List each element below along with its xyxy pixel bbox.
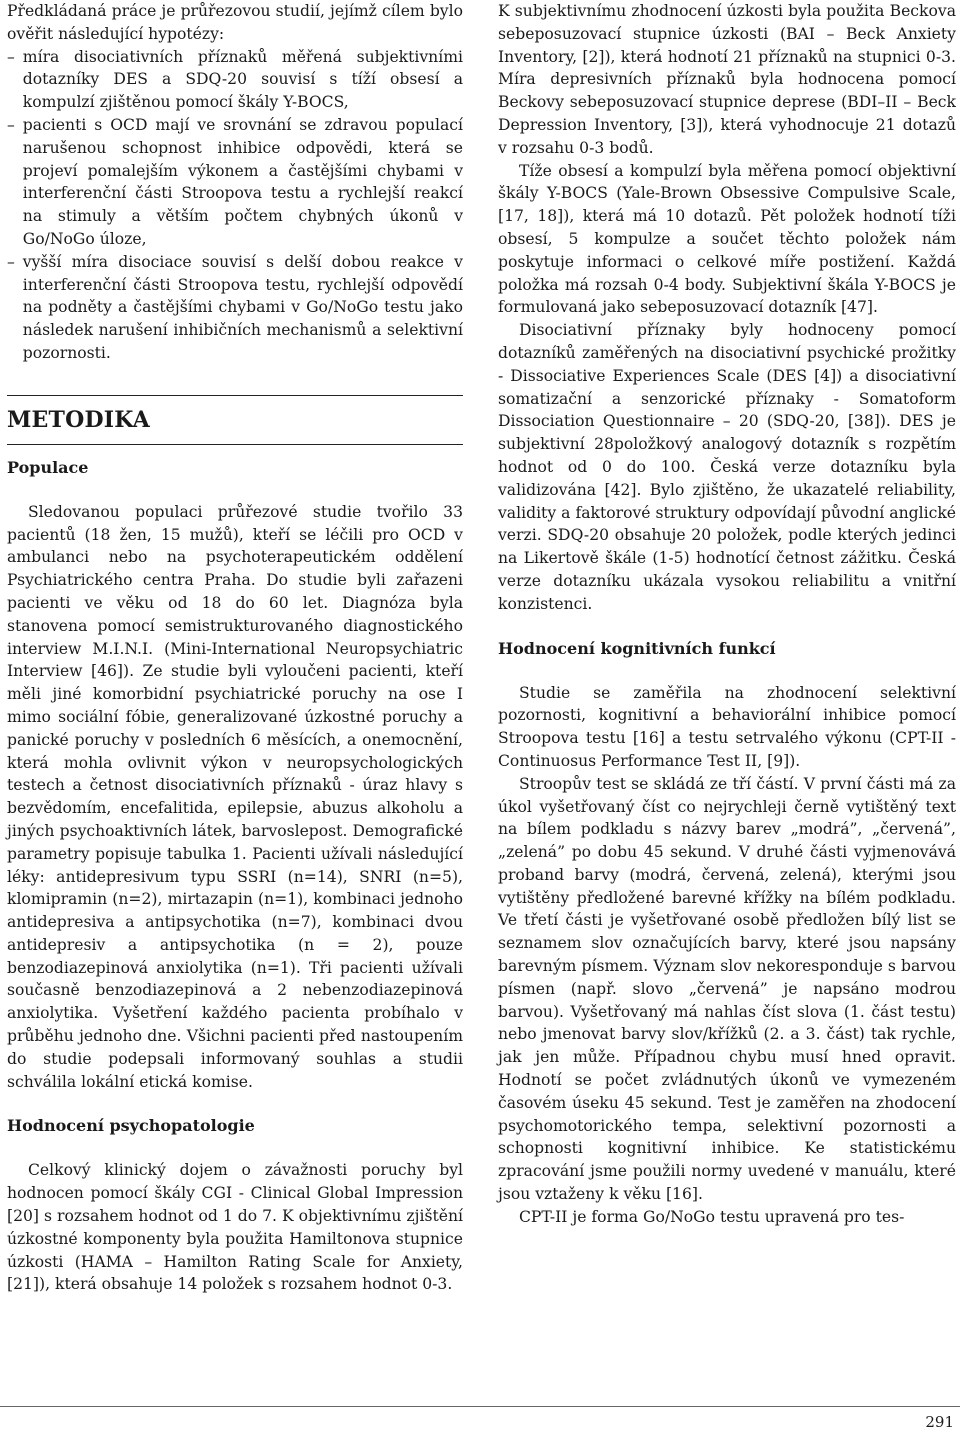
right-column [498, 0, 956, 1229]
intro-paragraph: Předkládaná práce je průřezovou studií, jejímž cílem bylo ověřit následující hypotézy: [7, 2, 463, 43]
cpt-paragraph: CPT-II je forma Go/NoGo testu upravená pro tes- [519, 1207, 905, 1226]
hypothesis-item [7, 114, 463, 251]
populace-paragraph: Sledovanou populaci průřezové studie tvořilo 33 pacientů (18 žen, 15 mužů), kteří se léčili pro OCD v ambulanci nebo na psychoterapeutickém oddělení Psychiatrického centra Praha. Do studie byli zařazeni pacienti ve věku od 18 do 60 let. Diagnóza byla stanovena pomocí semistrukturovaného diagnostického interview M.I.N.I. (Mini-International Neuropsychiatric Interview [46]). Ze studie byli vyloučeni pacienti, kteří měli jiné komorbidní psychiatrické poruchy na ose I mimo sociální fóbie, generalizované úzkostné poruchy a panické poruchy v posledních 6 měsících, a onemocnění, která mohla ovlivnit výkon v neuropsychologických testech a četnost disociativních příznaků - úraz hlavy s bezvědomím, encefalitida, epilepsie, abuzus alkoholu a jiných psychoaktivních látek, barvoslepost. Demografické parametry popisuje tabulka 1. Pacienti užívali následující léky: antidepresivum typu SSRI (n=14), SNRI (n=5), klomipramin (n=2), mirtazapin (n=1), kombinaci jednoho antidepresiva a antipsychotika (n=7), kombinaci dvou antidepresiv a antipsychotika (n = 2), pouze benzodiazepinová anxiolytika (n=1). Tři pacienti užívali současně benzodiazepinová a 2 nebenzodiazepinová anxiolytika. Vyšetření každého pacienta probíhalo v průběhu jednoho dne. Všichni pacienti před nastoupením do studie podepsali informovaný souhlas a studii schválila lokální etická komise. [7, 502, 463, 1091]
page-number: 291 [925, 1413, 954, 1431]
section-title-metodika: METODIKA [7, 406, 150, 433]
hypothesis-text: vyšší míra disociace souvisí s delší dobou reakce v interferenční části Stroopova testu, rychlejší odpovědí na podněty a častějšími chybami v Go/NoGo testu jako následek narušení inhibičních mechanismů a selektivní pozornosti. [22, 252, 463, 362]
hypothesis-text: pacienti s OCD mají ve srovnání se zdravou populací narušenou schopnost inhibice odpovědi, která se projeví pomalejším výkonem a častějšími chybami v interferenční části Stroopova testu a rychlejší reakcí na stimuly a větším počtem chybných úkonů v Go/NoGo úloze, [22, 115, 463, 248]
psychopatologie-paragraph: Celkový klinický dojem o závažnosti poruchy byl hodnocen pomocí škály CGI - Clinical Global Impression [20] s rozsahem hodnot od 1 do 7. K objektivnímu zjištění úzkostné komponenty byla použita Hamiltonova stupnice úzkosti (HAMA – Hamilton Rating Scale for Anxiety, [21]), která obsahuje 14 položek s rozsahem hodnot 0-3. [7, 1161, 463, 1294]
heading-psychopatologie: Hodnocení psychopatologie [7, 1116, 255, 1136]
dash-bullet: – [7, 115, 15, 134]
des-sdq-paragraph: Disociativní příznaky byly hodnoceny pomocí dotazníků zaměřených na disociativní psychické prožitky - Dissociative Experiences Scale (DES [4]) a disociativní somatizační a senzorické příznaky - Somatoform Dissociation Questionnaire – 20 (SDQ-20, [38]). DES je subjektivní 28položkový analogový dotazník s rozpětím hodnot od 0 do 100. Česká verze dotazníku byla validizována [42]. Bylo zjištěno, že ukazatelé reliability, validity a faktorové struktury odpovídají původní anglické verzi. SDQ-20 obsahuje 20 položek, podle kterých jedinci na Likertově škále (1-5) hodnotící četnost zážitku. Česká verze dotazníku ukázala vysokou reliabilitu a vnitřní konzistenci. [498, 321, 956, 613]
stroop-paragraph: Stroopův test se skládá ze tří částí. V první části má za úkol vyšetřovaný číst co nejrychleji černě vytištěný text na bílem podkladu s názvy barev „modrá”, „červená”, „zelená” po dobu 45 sekund. V druhé části vyjmenovává proband barvy (modrá, červená, zelená), kterými jsou vytištěny předložené barevné křížky na bílém podkladu. Ve třetí části je vyšetřované osobě předložen bílý list se seznamem slov označujících barvy, které jsou napsány barevným písmem. Význam slov nekoresponduje s barvou písmen (např. slovo „červená” je napsáno modrou barvou). Vyšetřovaný má nahlas číst slova (1. část testu) nebo jmenovat barvy slov/křížků (2. a 3. část) tak rychle, jak jen může. Případnou chybu musí hned opravit. Hodnotí se počet zvládnutých úkonů ve vymezeném časovém úseku 45 sekund. Test je zaměřen na zhodocení psychomotorického tempa, selektivní pozornosti a schopnosti kognitivní inhibice. Ke statistickému zpracování jsme použili normy uvedené v manuálu, které jsou vztaženy k věku [16]. [498, 774, 956, 1204]
bai-bdi-paragraph: K subjektivnímu zhodnocení úzkosti byla použita Beckova sebeposuzovací stupnice úzkosti (BAI – Beck Anxiety Inventory, [2]), která hodnotí 21 příznaků na stupnici 0-3. Míra depresivních příznaků byla hodnocena pomocí Beckovy sebeposuzovací stupnice deprese (BDI–II – Beck Depression Inventory, [3]), která vyhodnocuje 21 dotazů v rozsahu 0-3 bodů. [498, 2, 956, 157]
cognitive-paragraph: Studie se zaměřila na zhodnocení selektivní pozornosti, kognitivní a behaviorální inhibice pomocí Stroopova testu [16] a testu setrvalého výkonu (CPT-II - Continuosus Performance Test II, [9]). [498, 683, 956, 770]
hypothesis-item [7, 46, 463, 114]
hypothesis-text: míra disociativních příznaků měřená subjektivními dotazníky DES a SDQ-20 souvisí s tíží obsesí a kompulzí zjištěnou pomocí škály Y-BOCS, [22, 47, 463, 112]
ybocs-paragraph: Tíže obsesí a kompulzí byla měřena pomocí objektivní škály Y-BOCS (Yale-Brown Obsessive Compulsive Scale, [17, 18]), která má 10 dotazů. Pět položek hodnotí tíži obsesí, 5 kompulze a součet těchto položek nám poskytuje informaci o celkové míře postižení. Každá položka má rozsah 0-4 body. Subjektivní škála Y-BOCS je formulovaná jako sebeposuzovací dotazník [47]. [498, 161, 956, 317]
heading-populace: Populace [7, 457, 89, 477]
left-column [7, 0, 463, 1296]
dash-bullet: – [7, 252, 15, 271]
hypothesis-item [7, 251, 463, 365]
dash-bullet: – [7, 47, 15, 66]
footer-rule [0, 1406, 960, 1407]
heading-kognitivni-funkce: Hodnocení kognitivních funkcí [498, 638, 776, 658]
